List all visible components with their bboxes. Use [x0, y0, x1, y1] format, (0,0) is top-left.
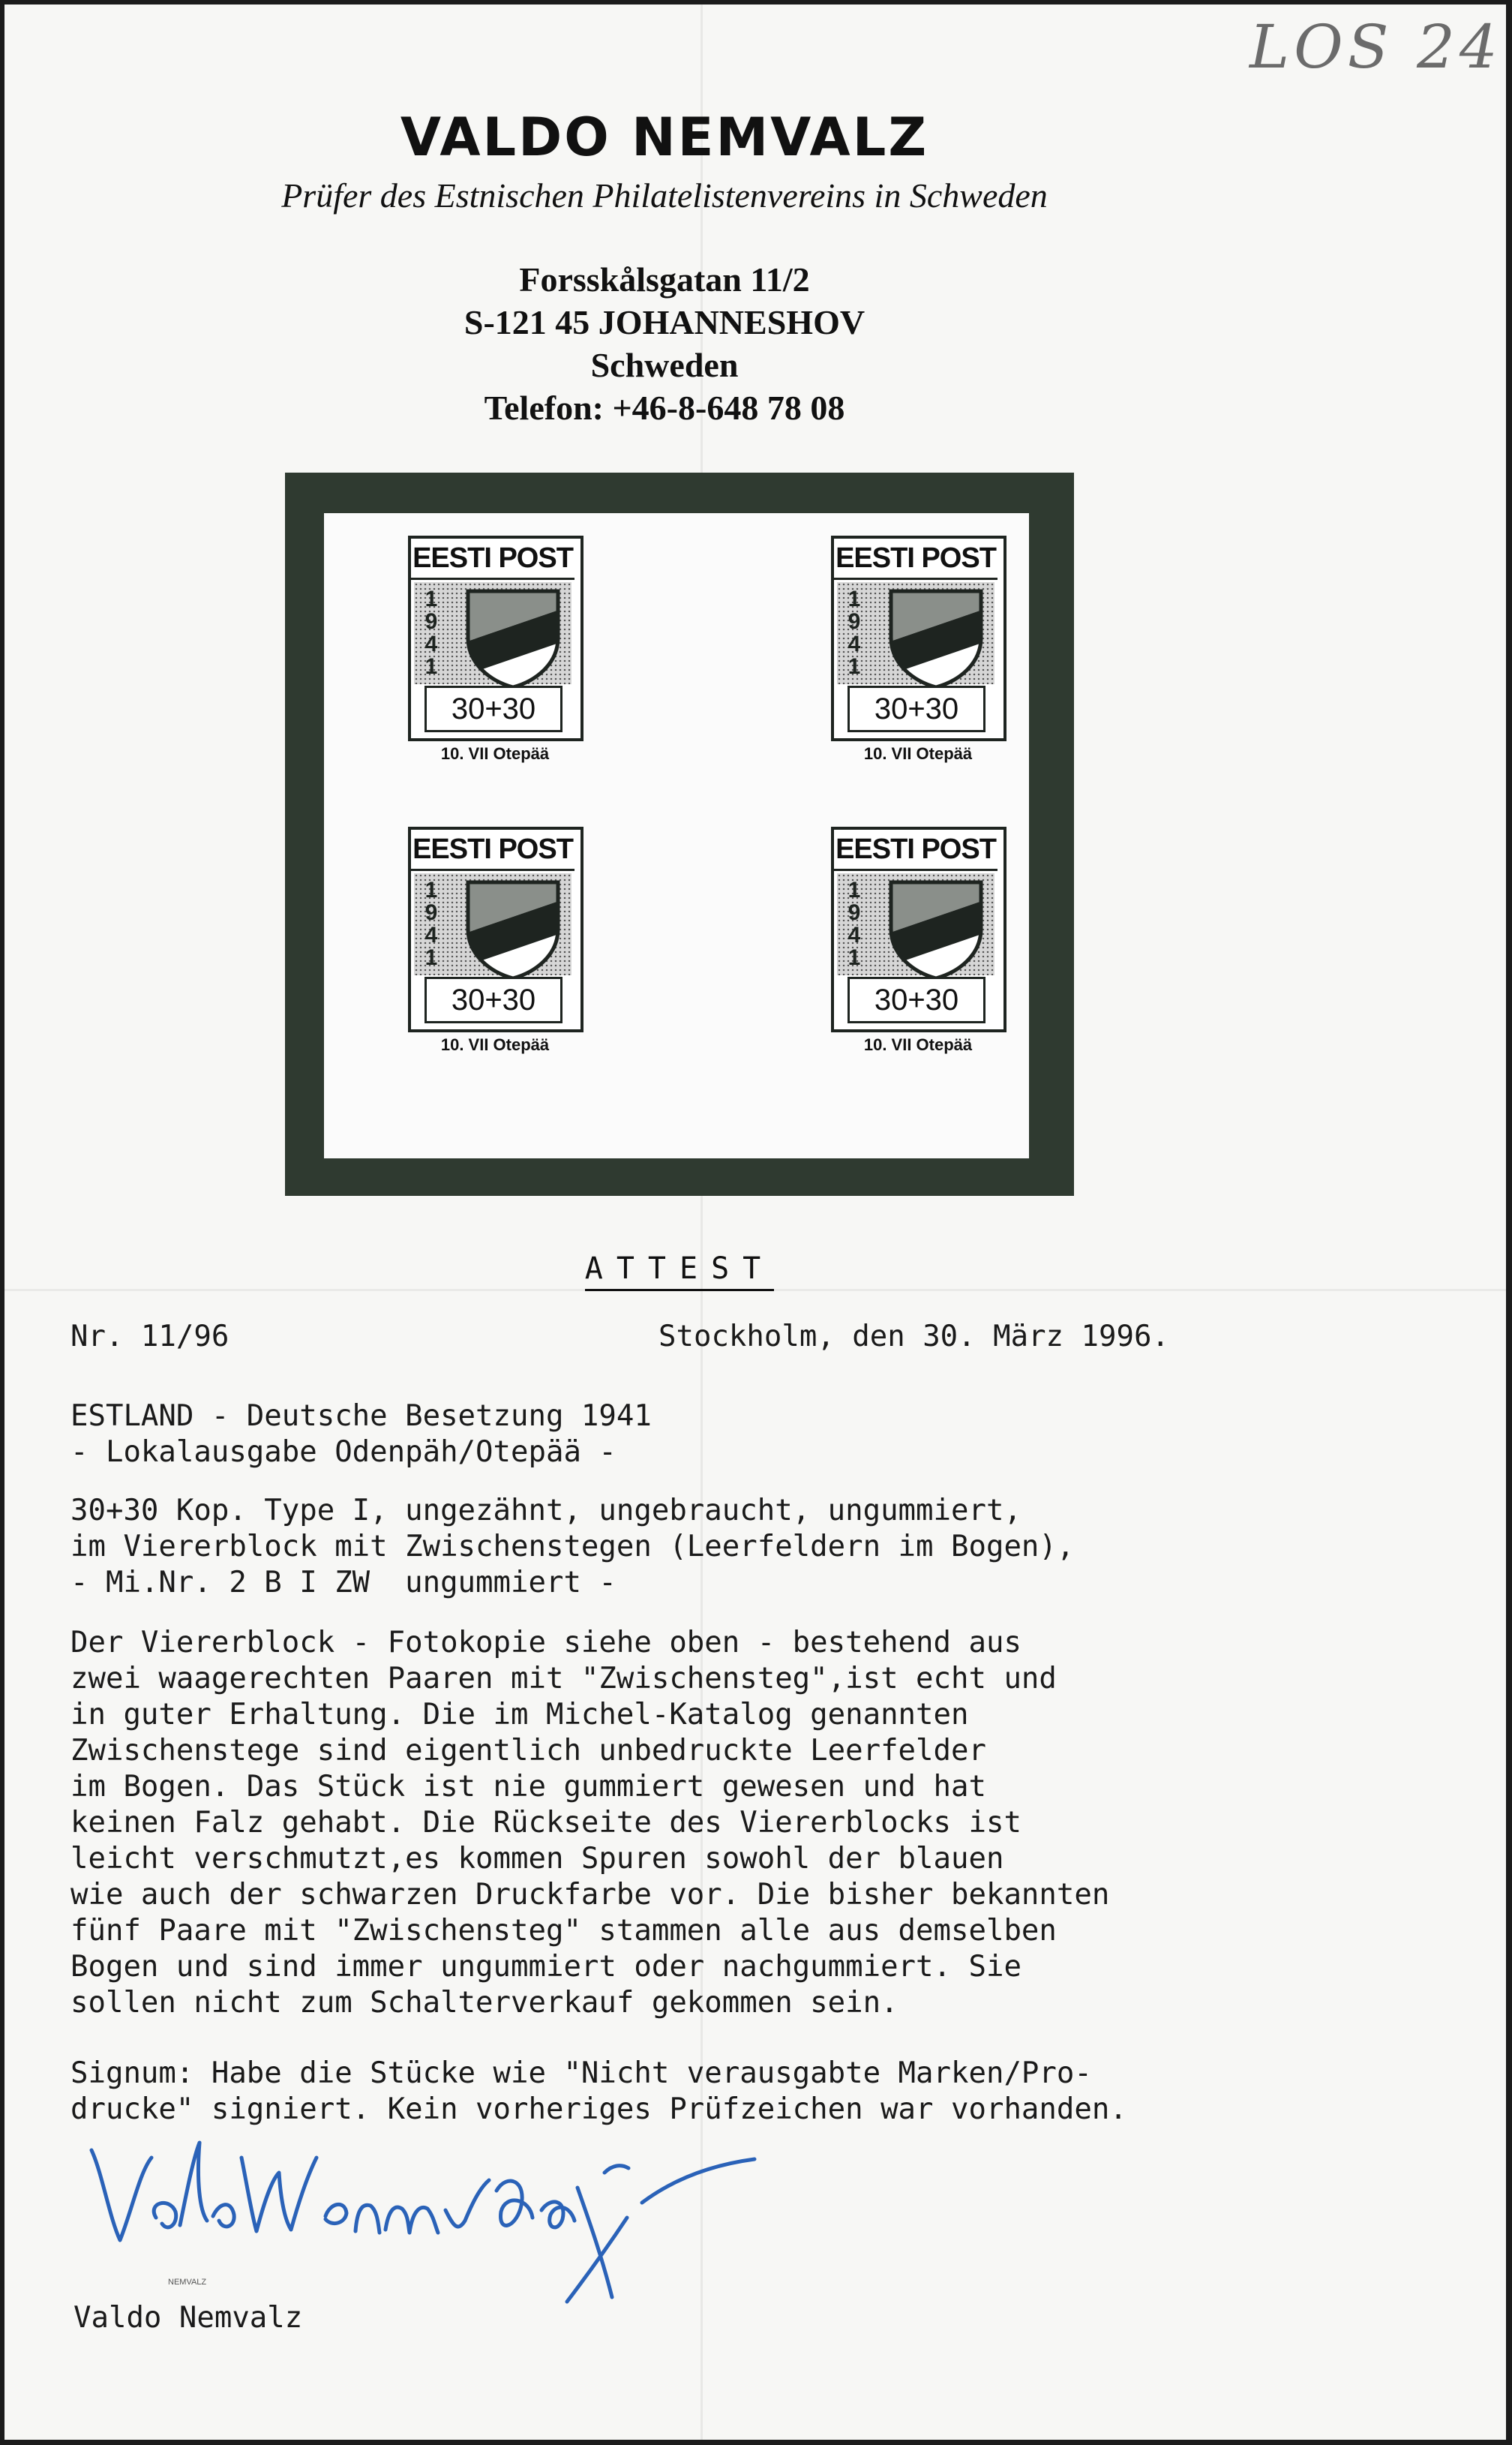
stamp-overprint-caption: 10. VII Otepää	[863, 1035, 973, 1054]
stamp-top-left	[408, 536, 582, 774]
item-line: - Lokalausgabe Odenpäh/Otepää -	[70, 1435, 616, 1469]
type-line: 30+30 Kop. Type I, ungezähnt, ungebraucht, ungummiert,	[70, 1494, 1022, 1527]
stamp-year-digit: 1	[848, 587, 861, 611]
photocopy-inner-field	[324, 513, 1029, 1158]
signature-name: Valdo Nemvalz	[74, 2301, 303, 2335]
letterhead-city: S-121 45 JOHANNESHOV	[464, 303, 866, 341]
letterhead-country: Schweden	[590, 346, 739, 384]
stamp-year	[843, 879, 866, 969]
type-line: im Viererblock mit Zwischenstegen (Leerfeldern im Bogen),	[70, 1530, 1075, 1563]
stamp-year-digit: 9	[848, 609, 861, 634]
stamp-header: EESTI POST	[411, 830, 574, 871]
stamp-year-digit: 4	[424, 632, 438, 656]
stamp-year-digit: 1	[424, 587, 438, 611]
letterhead-role: Prüfer des Estnischen Philatelistenvereins in Schweden	[281, 176, 1048, 215]
stamp-year-digit: 1	[424, 878, 438, 903]
stamp-overprint-caption: 10. VII Otepää	[440, 744, 550, 763]
item-line: ESTLAND - Deutsche Besetzung 1941	[70, 1399, 652, 1433]
stamp-bottom-left	[408, 827, 582, 1065]
letterhead-name: VALDO NEMVALZ	[400, 107, 929, 168]
body-line: keinen Falz gehabt. Die Rückseite des Viererblocks ist	[70, 1806, 1022, 1840]
body-line: wie auch der schwarzen Druckfarbe vor. Die bisher bekannten	[70, 1878, 1110, 1912]
attest-heading	[4, 1251, 1354, 1286]
stamp-year	[420, 588, 442, 678]
signum-line: drucke" signiert. Kein vorheriges Prüfzeichen war vorhanden.	[70, 2092, 1127, 2126]
type-line: - Mi.Nr. 2 B I ZW ungummiert -	[70, 1566, 616, 1599]
stamp-overprint-caption: 10. VII Otepää	[863, 744, 973, 763]
stamp-block-photocopy	[285, 473, 1074, 1196]
body-line: fünf Paare mit "Zwischensteg" stammen alle aus demselben	[70, 1914, 1057, 1948]
body-line: Bogen und sind immer ungummiert oder nachgummiert. Sie	[70, 1950, 1022, 1984]
body-line: im Bogen. Das Stück ist nie gummiert gewesen und hat	[70, 1770, 986, 1804]
stamp-header: EESTI POST	[834, 830, 998, 871]
handwritten-lot-note: LOS 24	[1250, 12, 1502, 82]
body-line: zwei waagerechten Paaren mit "Zwischensteg",ist echt und	[70, 1662, 1057, 1696]
stamp-year-digit: 9	[424, 900, 438, 925]
stamp-overprint-caption: 10. VII Otepää	[440, 1035, 550, 1054]
body-line: Zwischenstege sind eigentlich unbedruckte Leerfelder	[70, 1734, 986, 1768]
stamp-year-digit: 1	[848, 878, 861, 903]
stamp-year-digit: 4	[848, 923, 861, 948]
letterhead-street: Forsskålsgatan 11/2	[519, 260, 810, 299]
signum-line: Signum: Habe die Stücke wie "Nicht verausgabte Marken/Pro-	[70, 2056, 1092, 2090]
stamp-year-digit: 1	[424, 945, 438, 970]
stamp-year-digit: 4	[424, 923, 438, 948]
certificate-sheet	[4, 5, 1506, 2440]
stamp-bottom-right	[831, 827, 1005, 1065]
stamp-year-digit: 9	[848, 900, 861, 925]
stamp-top-right	[831, 536, 1005, 774]
body-line: Der Viererblock - Fotokopie siehe oben - bestehend aus	[70, 1626, 1022, 1660]
stamp-year	[843, 588, 866, 678]
body-line: sollen nicht zum Schalterverkauf gekommen sein.	[70, 1986, 898, 2020]
stamp-value: 30+30	[848, 977, 986, 1023]
stamp-value: 30+30	[424, 977, 562, 1023]
stamp-year-digit: 1	[424, 654, 438, 679]
stamp-year	[420, 879, 442, 969]
stamp-year-digit: 9	[424, 609, 438, 634]
stamp-year-digit: 1	[848, 945, 861, 970]
stamp-year-digit: 1	[848, 654, 861, 679]
stamp-value: 30+30	[848, 686, 986, 732]
stamp-value: 30+30	[424, 686, 562, 732]
body-line: in guter Erhaltung. Die im Michel-Katalog genannten	[70, 1698, 969, 1732]
coat-of-arms-shield-icon	[884, 876, 988, 981]
coat-of-arms-shield-icon	[460, 585, 566, 690]
coat-of-arms-shield-icon	[884, 585, 988, 690]
certificate-number: Nr. 11/96	[70, 1320, 230, 1353]
certificate-place-date: Stockholm, den 30. März 1996.	[658, 1320, 1169, 1353]
attest-heading-text: ATTEST	[585, 1251, 775, 1291]
small-verification-stamp: NEMVALZ	[168, 2278, 207, 2287]
stamp-year-digit: 4	[848, 632, 861, 656]
stamp-header: EESTI POST	[411, 539, 574, 580]
stamp-header: EESTI POST	[834, 539, 998, 580]
coat-of-arms-shield-icon	[460, 876, 566, 981]
letterhead-phone: Telefon: +46-8-648 78 08	[484, 389, 845, 427]
body-line: leicht verschmutzt,es kommen Spuren sowohl der blauen	[70, 1842, 1004, 1876]
